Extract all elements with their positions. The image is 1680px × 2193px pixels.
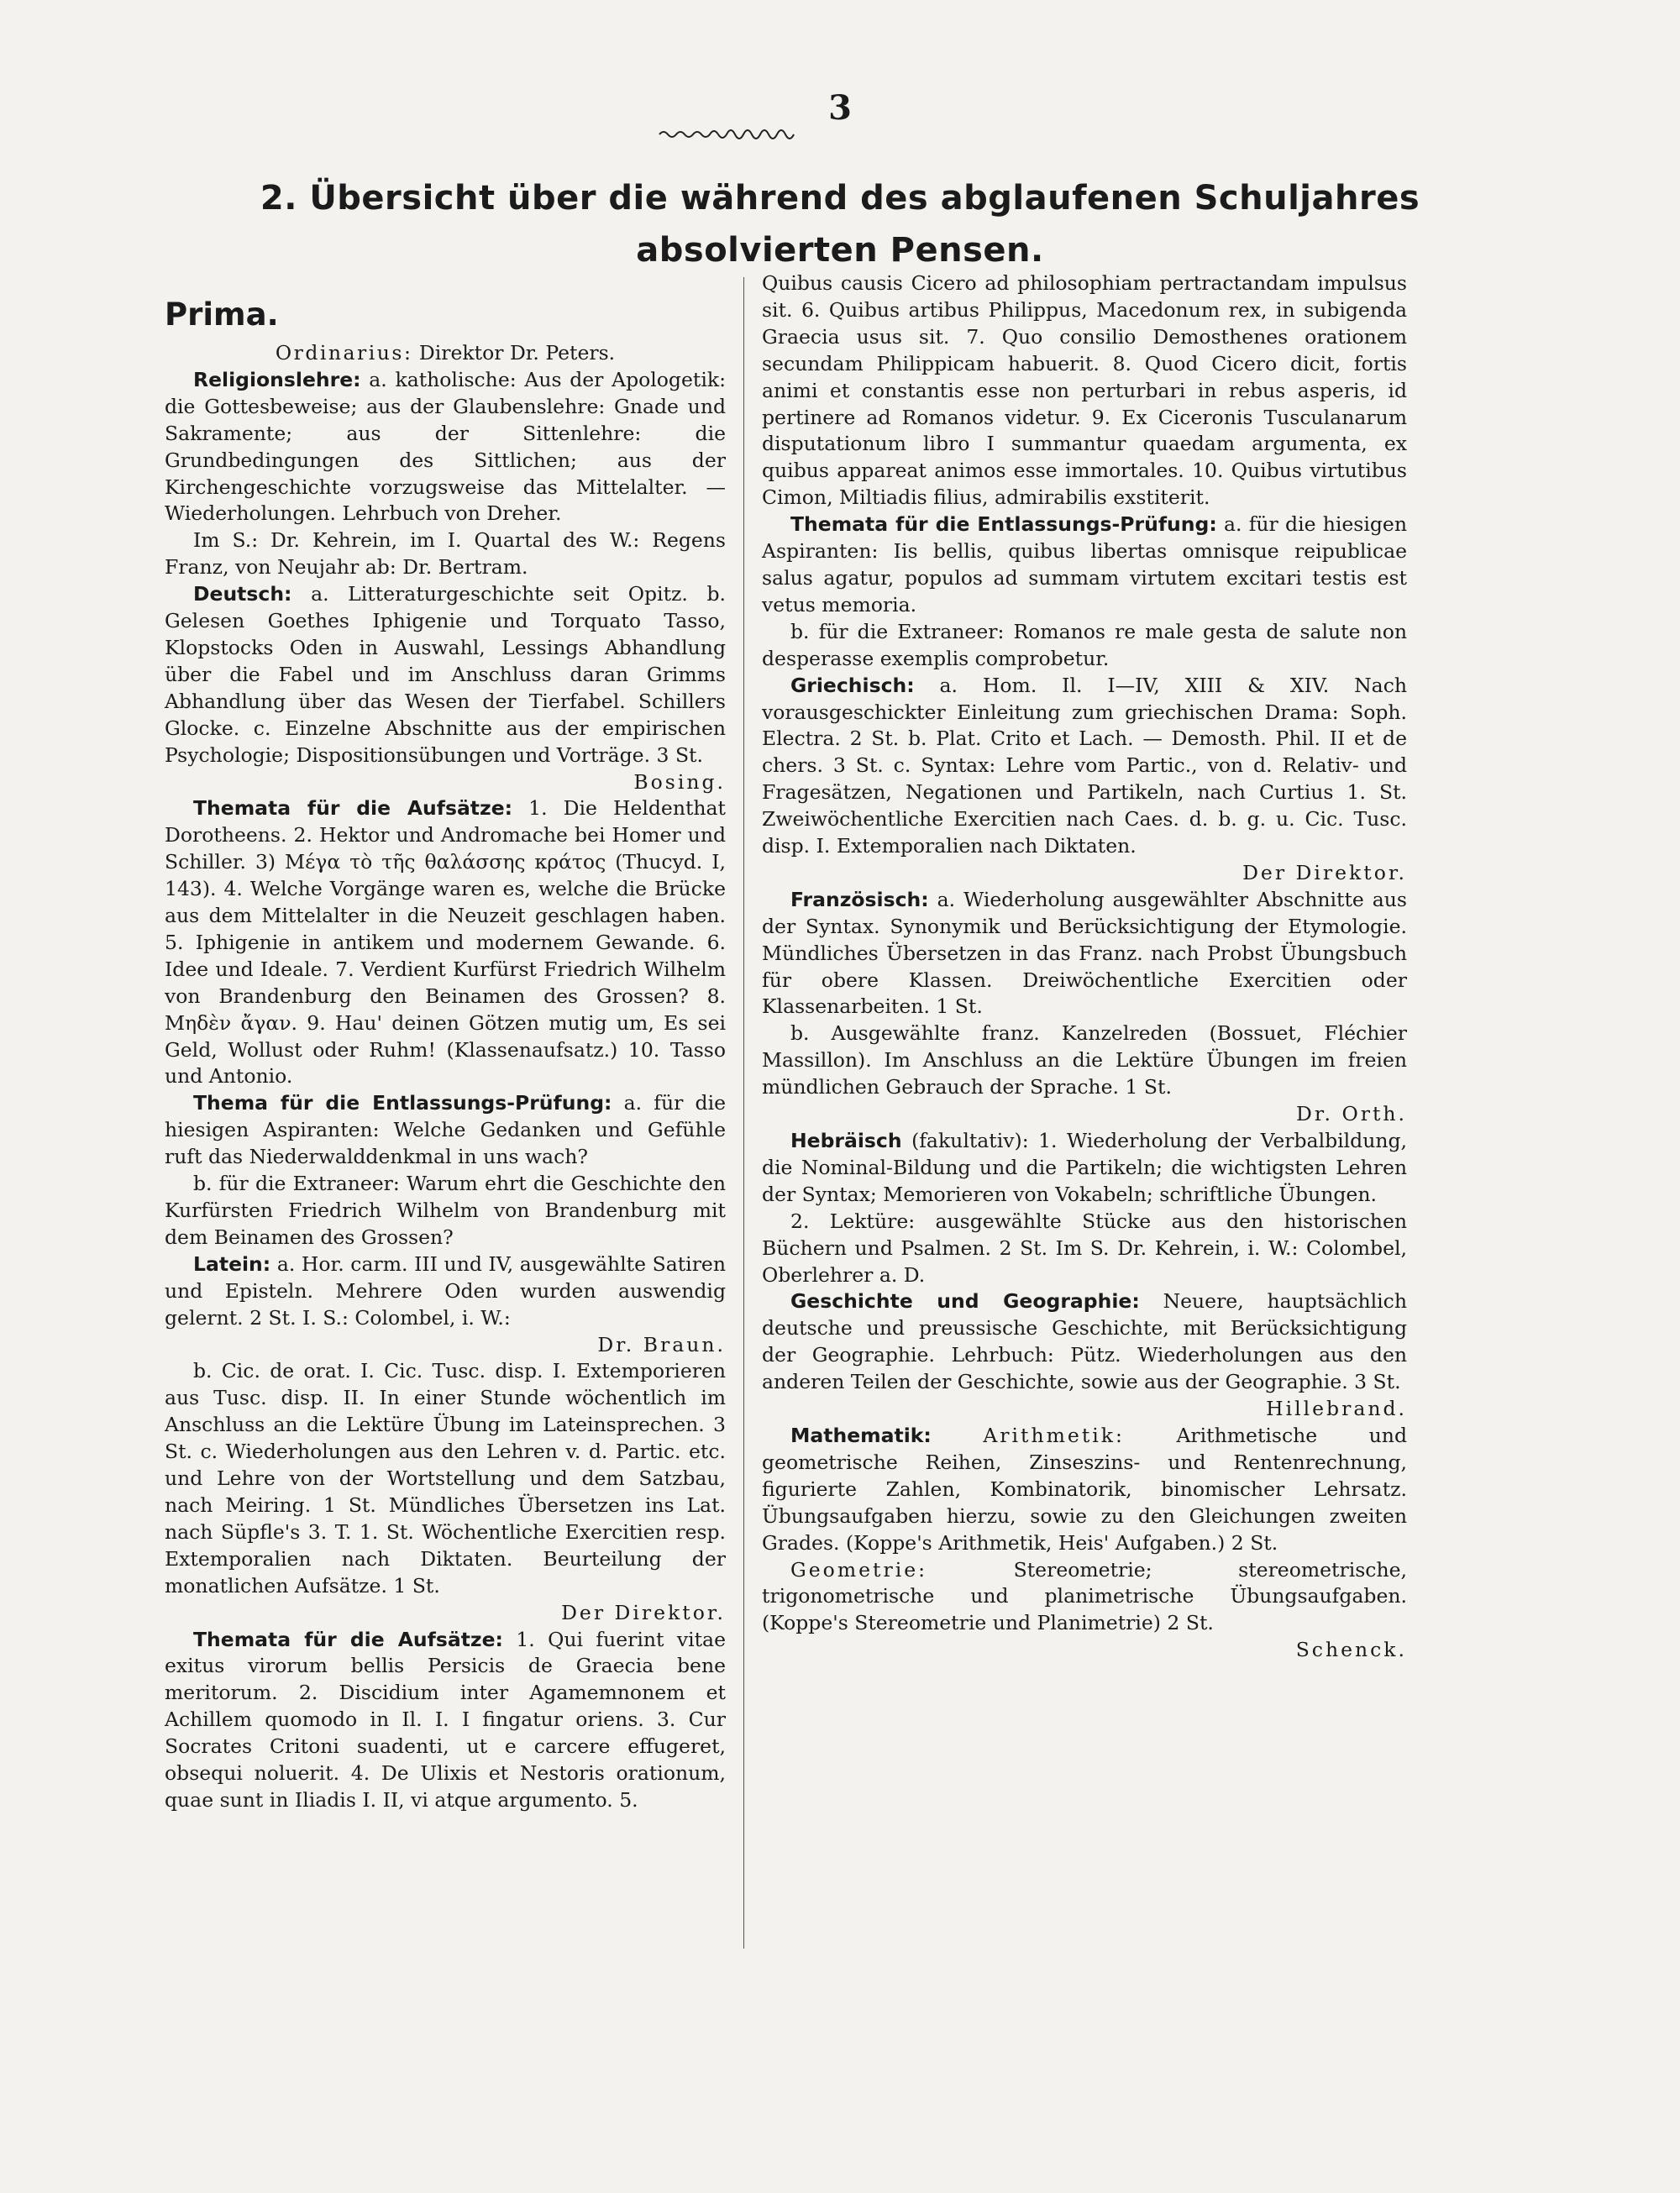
geometrie-label: Geometrie: (790, 1557, 928, 1582)
latein-teacher-b: Der Direktor. (561, 1600, 726, 1624)
mathematik-section (762, 1423, 1407, 1557)
heading-line-1: 2. Übersicht über die während des abglaufenen Schuljahres (260, 179, 1420, 218)
hebraeisch-text-b: 2. Lektüre: ausgewählte Stücke aus den historischen Büchern und Psalmen. 2 St. Im S. Dr. Kehrein, i. W.: Colombel, Oberlehrer a. D. (762, 1209, 1407, 1287)
themata-entlassung-section (762, 512, 1407, 619)
franzoesisch-section (762, 887, 1407, 1021)
hebraeisch-section (762, 1128, 1407, 1209)
ordinarius-line (165, 340, 726, 367)
mathematik-label: Mathematik: (790, 1423, 932, 1447)
geschichte-teacher: Hillebrand. (1266, 1397, 1407, 1421)
ordinarius-name: Direktor Dr. Peters. (418, 341, 616, 365)
griechisch-teacher: Der Direktor. (1242, 860, 1407, 884)
themata-aufsaetze-label: Themata für die Aufsätze: (193, 796, 513, 821)
column-divider (743, 277, 744, 1949)
left-column (165, 290, 726, 1814)
deutsch-section (165, 581, 726, 769)
thema-entlassung-text: a. für die hiesigen Aspiranten: Welche Gedanken und Gefühle ruft das Niederwalddenkmal in uns wach? (165, 1091, 726, 1169)
themata-latein-text: 1. Qui fuerint vitae exitus virorum bellis Persicis de Graecia bene meritorum. 2. Discidium inter Agamemnonem et Achillem quomodo in Il. I. I fingatur oriens. 3. Cur Socrates Critoni suadenti, ut e carcere effugeret, obsequi noluerit. 4. De Ulixis et Nestoris orationum, quae sunt in Iliadis I. II, vi atque argumento. 5. (165, 1627, 726, 1812)
ordinarius-label: Ordinarius: (275, 341, 413, 365)
franzoesisch-label: Französisch: (790, 887, 929, 911)
heading-line-2: absolvierten Pensen. (636, 231, 1044, 270)
griechisch-section (762, 673, 1407, 860)
deutsch-text: a. Litteraturgeschichte seit Opitz. b. Gelesen Goethes Iphigenie und Torquato Tasso, Klopstocks Oden in Auswahl, Lessings Abhandlung über die Fabel und im Anschluss daran Grimms Abhandlung über das Wesen der Tierfabel. Schillers Glocke. c. Einzelne Abschnitte aus der empirischen Psychologie; Dispositionsübungen und Vorträge. 3 St. (165, 582, 726, 767)
latein-text-b: b. Cic. de orat. I. Cic. Tusc. disp. I. Extemporieren aus Tusc. disp. II. In einer Stunde wöchentlich im Anschluss an die Lektüre Übung im Lateinsprechen. 3 St. c. Wiederholungen aus den Lehren v. d. Partic. etc. und Lehre von der Wortstellung und dem Satzbau, nach Meiring. 1 St. Mündliches Übersetzen ins Lat. nach Süpfle's 3. T. 1. St. Wöchentliche Exercitien resp. Extemporalien nach Diktaten. Beurteilung der monatlichen Aufsätze. 1 St. (165, 1359, 726, 1598)
hebraeisch-label: Hebräisch (790, 1129, 902, 1152)
latin-themes-continued: Quibus causis Cicero ad philosophiam pertractandam impulsus sit. 6. Quibus artibus Philippus, Macedonum rex, in subigenda Graecia usus sit. 7. Quo consilio Demosthenes orationem secundam Philippicam habuerit. 8. Quod Cicero dicit, fortis animi et constantis esse non perturbari in rebus asperis, id pertinere ad Romanos videtur. 9. Ex Ciceronis Tusculanarum disputationum libro I summantur quaedam argumenta, ex quibus appareat animos esse immortales. 10. Quibus virtutibus Cimon, Miltiadis filius, admirabilis exstiterit. (762, 271, 1407, 510)
deutsch-label: Deutsch: (193, 582, 292, 606)
latein-label: Latein: (193, 1251, 271, 1276)
geschichte-text: Neuere, hauptsächlich deutsche und preussische Geschichte, mit Berücksichtigung der Geographie. Lehrbuch: Pütz. Wiederholungen aus den anderen Teilen der Geschichte, sowie aus der Geographie. 3 St. (762, 1289, 1407, 1394)
themata-latein-label: Themata für die Aufsätze: (193, 1627, 503, 1651)
religion-label: Religionslehre: (193, 367, 361, 391)
franzoesisch-teacher: Dr. Orth. (1296, 1102, 1407, 1126)
themata-entlassung-label: Themata für die Entlassungs-Prüfung: (790, 512, 1217, 537)
religion-section (165, 367, 726, 527)
class-title: Prima. (165, 296, 279, 333)
religion-teachers: Im S.: Dr. Kehrein, im I. Quartal des W.: Regens Franz, von Neujahr ab: Dr. Bertram. (165, 528, 726, 580)
griechisch-text: a. Hom. Il. I—IV, XIII & XIV. Nach vorausgeschickter Einleitung zum griechischen Drama: Soph. Electra. 2 St. b. Plat. Crito et Lach. — Demosth. Phil. II et de chers. 3 St. c. Syntax: Lehre vom Partic., von d. Relativ- und Fragesätzen, Negationen und Partikeln, nach Curtius 1. St. Zweiwöchentliche Exercitien nach Caes. d. b. g. u. Cic. Tusc. disp. I. Extemporalien nach Diktaten. (762, 673, 1407, 858)
franzoesisch-text-b: b. Ausgewählte franz. Kanzelreden (Bossuet, Fléchier Massillon). Im Anschluss an die Lektüre Übungen im freien mündlichen Gebrauch der Sprache. 1 St. (762, 1021, 1407, 1099)
geometrie-section (762, 1557, 1407, 1638)
geschichte-section (762, 1288, 1407, 1396)
geschichte-label: Geschichte und Geographie: (790, 1289, 1140, 1314)
page-number: 3 (828, 88, 852, 128)
deutsch-teacher: Bosing. (633, 769, 726, 794)
themata-latein-section (165, 1627, 726, 1814)
mathematik-teacher: Schenck. (1295, 1638, 1407, 1662)
themata-entlassung-extraneer: b. für die Extraneer: Romanos re male gesta de salute non desperasse exemplis comprobetur. (762, 619, 1407, 670)
arithmetik-label: Arithmetik: (983, 1423, 1125, 1447)
latein-text: a. Hor. carm. III und IV, ausgewählte Satiren und Episteln. Mehrere Oden wurden auswendig gelernt. 2 St. I. S.: Colombel, i. W.: (165, 1251, 726, 1330)
franzoesisch-text: a. Wiederholung ausgewählter Abschnitte aus der Syntax. Synonymik und Berücksichtigung der Etymologie. Mündliches Übersetzen in das Franz. nach Probst Übungsbuch für obere Klassen. Dreiwöchentliche Exercitien oder Klassenarbeiten. 1 St. (762, 887, 1407, 1019)
ornament-divider (655, 126, 823, 143)
thema-entlassung-label: Thema für die Entlassungs-Prüfung: (193, 1091, 612, 1115)
latein-teacher-a: Dr. Braun. (597, 1332, 726, 1356)
arithmetik-text: Arithmetische und geometrische Reihen, Zinseszins- und Rentenrechnung, figurierte Zahlen, Kombinatorik, binomischer Lehrsatz. Übungsaufgaben hierzu, sowie zu den Gleichungen zweiten Grades. (Koppe's Arithmetik, Heis' Aufgaben.) 2 St. (762, 1423, 1407, 1555)
hebraeisch-text: (fakultativ): 1. Wiederholung der Verbalbildung, die Nominal-Bildung und die Partikeln; die wichtigsten Lehren der Syntax; Memorieren von Vokabeln; schriftliche Übungen. (762, 1129, 1407, 1206)
geometrie-text: Stereometrie; stereometrische, trigonometrische und planimetrische Übungsaufgaben. (Koppe's Stereometrie und Planimetrie) 2 St. (762, 1557, 1407, 1635)
thema-entlassung-section (165, 1090, 726, 1171)
themata-aufsaetze-text: 1. Die Heldenthat Dorotheens. 2. Hektor und Andromache bei Homer und Schiller. 3) Μέγα τὸ τῆς θαλάσσης κράτος (Thucyd. I, 143). 4. Welche Vorgänge waren es, welche die Brücke aus dem Mittelalter in die Neuzeit geschlagen haben. 5. Iphigenie in antikem und modernem Gewande. 6. Idee und Ideale. 7. Verdient Kurfürst Friedrich Wilhelm von Brandenburg den Beinamen des Grossen? 8. Μηδὲν ἄγαν. 9. Hau' deinen Götzen mutig um, Es sei Geld, Wollust oder Ruhm! (Klassenaufsatz.) 10. Tasso und Antonio. (165, 796, 726, 1089)
themata-entlassung-text: a. für die hiesigen Aspiranten: Iis bellis, quibus libertas omnisque reipublicae salus agatur, populos ad summam virtutem excitari testis est vetus memoria. (762, 512, 1407, 616)
latein-section (165, 1251, 726, 1332)
right-column (762, 270, 1407, 1664)
section-heading (0, 172, 1680, 276)
themata-aufsaetze-section (165, 795, 726, 1090)
griechisch-label: Griechisch: (790, 673, 915, 697)
religion-text: a. katholische: Aus der Apologetik: die Gottesbeweise; aus der Glaubenslehre: Gnade und Sakramente; aus der Sittenlehre: die Grundbedingungen des Sittlichen; aus der Kirchengeschichte vorzugsweise das Mittelalter. — Wiederholungen. Lehrbuch von Dreher. (165, 367, 726, 526)
thema-entlassung-extraneer: b. für die Extraneer: Warum ehrt die Geschichte den Kurfürsten Friedrich Wilhelm von Brandenburg mit dem Beinamen des Grossen? (165, 1172, 726, 1249)
